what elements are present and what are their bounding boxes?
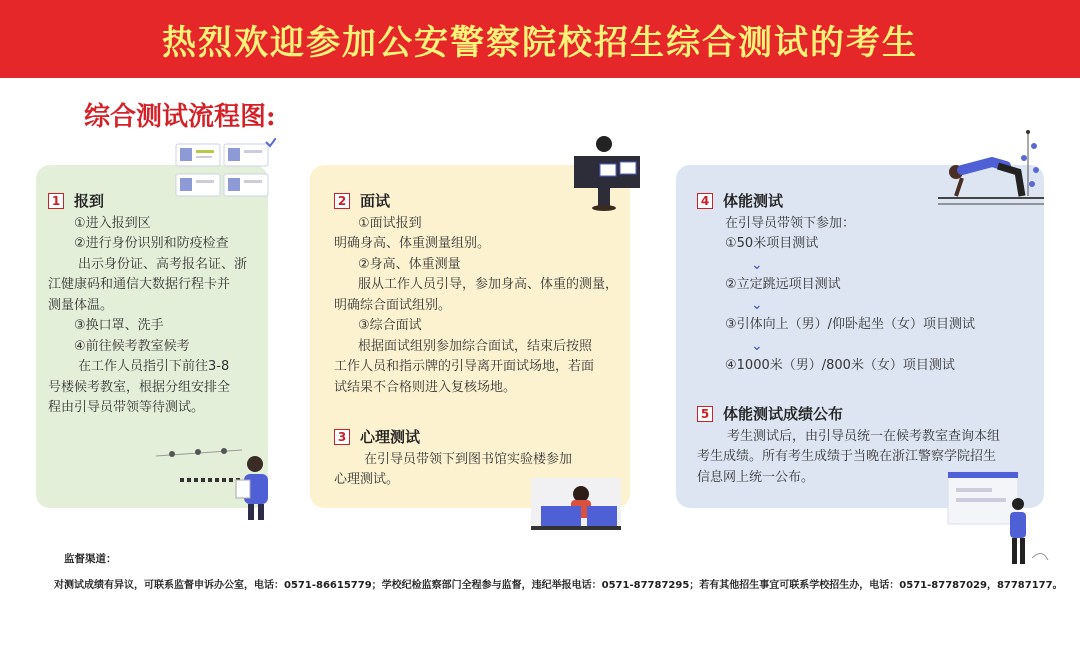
line: 根据面试组别参加综合面试，结束后按照	[358, 338, 593, 354]
supervision-label: 监督渠道：	[64, 553, 117, 565]
line: ①面试报到	[358, 215, 422, 231]
teacher-illustration	[152, 436, 282, 522]
line: 服从工作人员引导，参加身高、体重的测量，	[358, 277, 619, 292]
section-checkin	[48, 191, 263, 419]
line: ④前往候考教室候考	[74, 338, 190, 354]
line: 出示身份证、高考报名证、浙	[78, 256, 248, 272]
section-interview	[334, 191, 624, 398]
line: 信息网上统一公布。	[697, 469, 815, 485]
supervision-text: 对测试成绩有异议，可联系监督申诉办公室，电话：0571-86615779；学校纪检监察部门全程参与监督，违纪举报电话：0571-87787295；若有其他招生事宜可联系学校招生办，电话：0571-87787029，87787177。	[54, 580, 1063, 591]
line: 在工作人员指引下前往3-8	[78, 359, 230, 374]
line: 明确综合面试组别。	[334, 297, 452, 313]
line: 工作人员和指示牌的引导离开面试场地，若面	[334, 359, 595, 374]
step-number: 5	[697, 406, 713, 422]
interview-illustration	[570, 134, 650, 212]
step-number: 2	[334, 193, 350, 209]
fitness-item: ②立定跳远项目测试	[725, 276, 841, 292]
step-number: 4	[697, 193, 713, 209]
line: 江健康码和通信大数据行程卡并	[48, 277, 231, 292]
chevron-down-icon: ⌄	[751, 297, 763, 313]
section-fitness	[697, 191, 1017, 376]
line: ③换口罩、洗手	[74, 318, 164, 333]
step-number: 3	[334, 429, 350, 445]
line: ②身高、体重测量	[358, 256, 461, 272]
section-title: 体能测试成绩公布	[723, 405, 844, 423]
line: 考生成绩。所有考生成绩于当晚在浙江警察学院招生	[697, 449, 997, 464]
line: 心理测试。	[334, 472, 400, 487]
section-header	[334, 427, 624, 448]
line: 在引导员带领下到图书馆实验楼参加	[364, 451, 573, 467]
runner-illustration	[936, 126, 1046, 212]
section-title: 面试	[360, 192, 391, 210]
line: 测量体温。	[48, 297, 114, 313]
line: 明确身高、体重测量组别。	[334, 236, 491, 251]
chevron-down-icon: ⌄	[751, 256, 763, 273]
flow-chart-title: 综合测试流程图:	[84, 102, 276, 132]
header-banner	[0, 0, 1080, 78]
section-title: 报到	[74, 192, 105, 210]
line: 考生测试后，由引导员统一在候考教室查询本组	[727, 428, 1001, 444]
fitness-item: ④1000米（男）/800米（女）项目测试	[725, 357, 955, 373]
line: 程由引导员带领等待测试。	[48, 400, 205, 415]
section-title: 体能测试	[723, 192, 784, 210]
reader-illustration	[944, 470, 1054, 570]
line: 在引导员带领下参加：	[725, 215, 856, 231]
id-cards-illustration	[172, 138, 276, 200]
line: ①进入报到区	[74, 215, 151, 231]
section-title: 心理测试	[360, 428, 421, 446]
line: 号楼候考教室，根据分组安排全	[48, 379, 231, 395]
line: 试结果不合格则进入复核场地。	[334, 379, 517, 395]
computer-test-illustration	[525, 476, 625, 532]
chevron-down-icon: ⌄	[751, 337, 763, 354]
banner-title: 热烈欢迎参加公安警察院校招生综合测试的考生	[162, 22, 918, 63]
step-number: 1	[48, 193, 64, 209]
section-header	[697, 404, 1032, 425]
fitness-item: ③引体向上（男）/仰卧起坐（女）项目测试	[725, 317, 976, 332]
fitness-item: ①50米项目测试	[725, 236, 819, 251]
line: ③综合面试	[358, 318, 422, 333]
line: ②进行身份识别和防疫检查	[74, 236, 229, 251]
